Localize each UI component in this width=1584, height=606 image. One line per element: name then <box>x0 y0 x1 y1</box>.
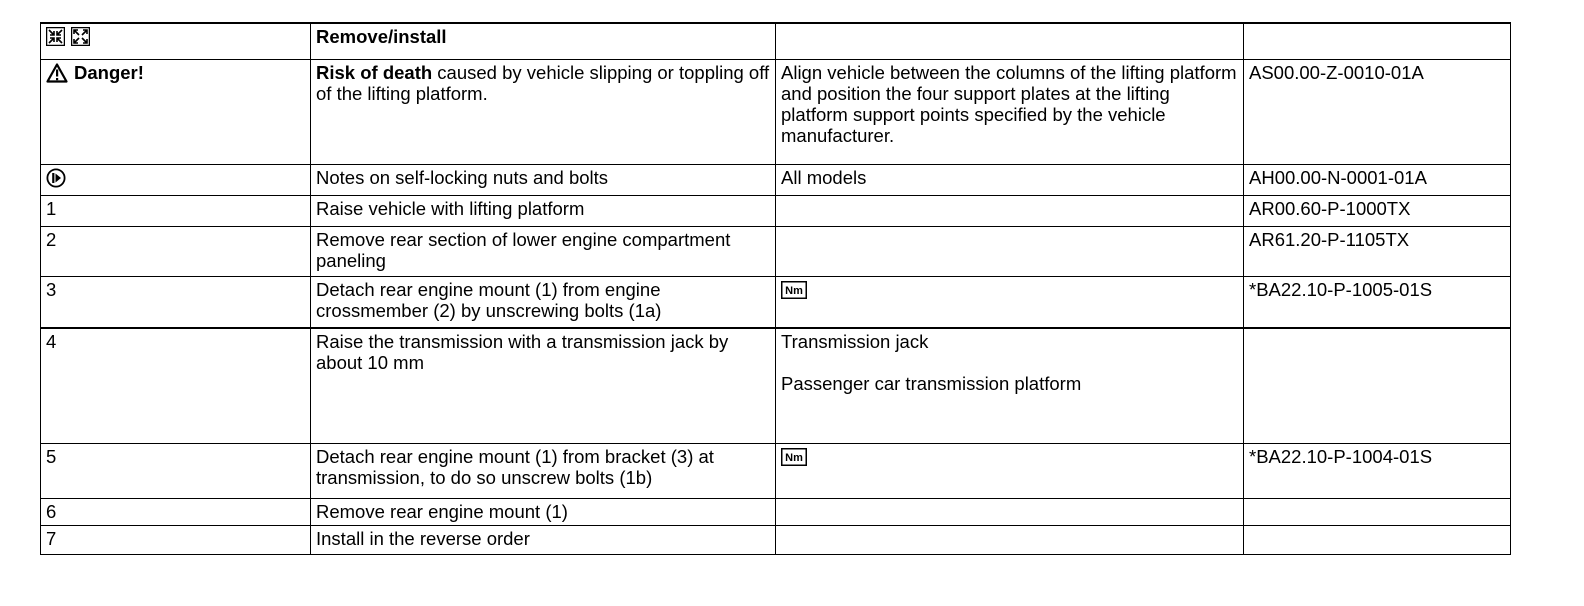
step-text: Detach rear engine mount (1) from engine crossmember (2) by unscrewing bolts (1a) <box>311 277 776 329</box>
step-tool-cell <box>776 328 1244 444</box>
step-number: 3 <box>41 277 311 329</box>
step-tool-cell <box>776 196 1244 227</box>
step-text: Raise vehicle with lifting platform <box>311 196 776 227</box>
tool-transmission-jack: Transmission jack <box>781 331 929 352</box>
step-ref-empty <box>1244 499 1511 526</box>
remove-icon <box>46 27 65 46</box>
danger-ref: AS00.00-Z-0010-01A <box>1244 60 1511 165</box>
step-number: 1 <box>41 196 311 227</box>
step-row <box>41 328 1511 444</box>
danger-instruction: Align vehicle between the columns of the lifting platform and position the four support plates at the lifting platform support points specified by the vehicle manufacturer. <box>776 60 1244 165</box>
danger-risk-cell <box>311 60 776 165</box>
step-ref-empty <box>1244 328 1511 444</box>
step-torque-cell <box>776 444 1244 499</box>
step-tool-cell <box>776 499 1244 526</box>
torque-nm-icon[interactable] <box>781 448 807 466</box>
step-number: 6 <box>41 499 311 526</box>
danger-row <box>41 60 1511 165</box>
step-text: Install in the reverse order <box>311 526 776 555</box>
step-text: Raise the transmission with a transmission jack by about 10 mm <box>311 328 776 444</box>
step-number: 2 <box>41 227 311 277</box>
step-ref: *BA22.10-P-1005-01S <box>1244 277 1511 329</box>
torque-nm-icon[interactable] <box>781 281 807 299</box>
notes-models: All models <box>776 165 1244 196</box>
step-text: Remove rear section of lower engine compartment paneling <box>311 227 776 277</box>
header-title: Remove/install <box>311 23 776 60</box>
tool-transmission-platform: Passenger car transmission platform <box>781 373 1082 394</box>
step-row <box>41 444 1511 499</box>
step-row <box>41 499 1511 526</box>
procedure-table <box>40 22 1511 555</box>
risk-text: caused by vehicle slipping or toppling off of the lifting platform. <box>316 62 770 104</box>
note-arrow-icon <box>46 168 66 188</box>
danger-label: Danger! <box>74 62 144 83</box>
notes-row <box>41 165 1511 196</box>
step-ref: AR61.20-P-1105TX <box>1244 227 1511 277</box>
risk-bold-text: Risk of death <box>316 62 433 83</box>
step-tool-cell <box>776 227 1244 277</box>
step-ref: *BA22.10-P-1004-01S <box>1244 444 1511 499</box>
step-row <box>41 277 1511 329</box>
step-row <box>41 526 1511 555</box>
step-row <box>41 227 1511 277</box>
step-number: 7 <box>41 526 311 555</box>
step-number: 4 <box>41 328 311 444</box>
warning-triangle-icon <box>46 63 68 83</box>
torque-label: Nm <box>785 285 803 297</box>
step-tool-cell <box>776 526 1244 555</box>
step-ref-empty <box>1244 526 1511 555</box>
step-row <box>41 196 1511 227</box>
danger-label-cell <box>41 60 311 165</box>
install-icon <box>71 27 90 46</box>
header-empty-cell <box>776 23 1244 60</box>
torque-label: Nm <box>785 452 803 464</box>
header-empty-cell <box>1244 23 1511 60</box>
step-number: 5 <box>41 444 311 499</box>
step-ref: AR00.60-P-1000TX <box>1244 196 1511 227</box>
step-torque-cell <box>776 277 1244 329</box>
step-text: Detach rear engine mount (1) from bracket (3) at transmission, to do so unscrew bolts (1b) <box>311 444 776 499</box>
notes-text: Notes on self-locking nuts and bolts <box>311 165 776 196</box>
notes-ref: AH00.00-N-0001-01A <box>1244 165 1511 196</box>
notes-icon-cell <box>41 165 311 196</box>
step-text: Remove rear engine mount (1) <box>311 499 776 526</box>
header-icons-cell <box>41 23 311 60</box>
header-row <box>41 23 1511 60</box>
